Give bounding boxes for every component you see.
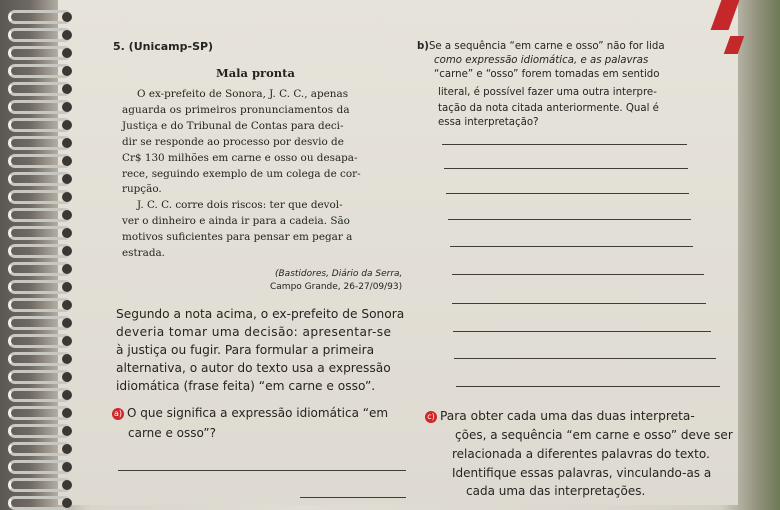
spiral-ring [8, 334, 70, 348]
article-line: dir se responde ao processo por desvio de [122, 136, 344, 148]
article-title: Mala pronta [216, 66, 295, 80]
question-b-line: como expressão idiomática, e as palavras [434, 55, 649, 66]
question-b-letter: b) [417, 41, 429, 52]
spiral-ring [8, 352, 70, 366]
binding-hole [62, 12, 72, 22]
binding-hole [62, 336, 72, 346]
answer-line[interactable] [118, 470, 406, 471]
binding-hole [62, 264, 72, 274]
binding-hole [62, 84, 72, 94]
answer-line[interactable] [456, 386, 720, 387]
spiral-binding [0, 0, 75, 505]
question-b-line: literal, é possível fazer uma outra interpre- [438, 87, 657, 98]
spiral-ring [8, 172, 70, 186]
binding-hole [62, 228, 72, 238]
intro-line: idiomática (frase feita) “em carne e osso”. [116, 379, 376, 393]
spiral-ring [8, 442, 70, 456]
spiral-ring [8, 100, 70, 114]
spiral-ring [8, 316, 70, 330]
spiral-ring [8, 280, 70, 294]
binding-hole [62, 372, 72, 382]
spiral-ring [8, 496, 70, 510]
binding-hole [62, 66, 72, 76]
binding-hole [62, 30, 72, 40]
spiral-ring [8, 244, 70, 258]
answer-line[interactable] [454, 358, 716, 359]
article-line: rupção. [122, 183, 162, 195]
binding-hole [62, 462, 72, 472]
spiral-ring [8, 388, 70, 402]
spiral-ring [8, 46, 70, 60]
answer-line[interactable] [453, 331, 711, 332]
question-b-line: “carne” e “osso” forem tomadas em sentido [434, 69, 660, 80]
answer-line[interactable] [444, 168, 688, 169]
binding-hole [62, 390, 72, 400]
spiral-ring [8, 298, 70, 312]
question-a-line [112, 406, 388, 420]
spiral-ring [8, 190, 70, 204]
spiral-ring [8, 460, 70, 474]
binding-hole [62, 102, 72, 112]
answer-line[interactable] [452, 303, 706, 304]
binding-hole [62, 408, 72, 418]
article-source: (Bastidores, Diário da Serra, [275, 269, 403, 279]
spiral-ring [8, 424, 70, 438]
answer-line[interactable] [448, 219, 691, 220]
binding-hole [62, 174, 72, 184]
question-a-letter: a) [113, 409, 123, 418]
answer-line[interactable] [452, 274, 704, 275]
article-line: motivos suficientes para pensar em pegar a [122, 231, 353, 243]
question-b-line: tação da nota citada anteriormente. Qual é [438, 103, 659, 114]
binding-hole [62, 156, 72, 166]
binding-hole [62, 138, 72, 148]
spiral-ring [8, 136, 70, 150]
binding-hole [62, 444, 72, 454]
answer-line[interactable] [450, 246, 693, 247]
question-c-text: Para obter cada uma das duas interpreta- [440, 409, 695, 423]
article-line: Justiça e do Tribunal de Contas para deci- [122, 120, 344, 132]
question-c-line: cada uma das interpretações. [466, 484, 646, 498]
intro-line: deveria tomar uma decisão: apresentar-se [116, 325, 392, 339]
article-source: Campo Grande, 26-27/09/93) [270, 282, 403, 292]
question-c-line: ções, a sequência “em carne e osso” deve ser [455, 428, 733, 442]
exercise-heading: 5. (Unicamp-SP) [113, 40, 214, 53]
spiral-ring [8, 154, 70, 168]
binding-hole [62, 498, 72, 508]
binding-hole [62, 300, 72, 310]
question-c-line: relacionada a diferentes palavras do texto. [452, 447, 710, 461]
binding-hole [62, 426, 72, 436]
article-line: ver o dinheiro e ainda ir para a cadeia. São [122, 215, 350, 227]
spiral-ring [8, 406, 70, 420]
question-c-line: Identifique essas palavras, vinculando-as a [452, 466, 712, 480]
binding-hole [62, 480, 72, 490]
binding-hole [62, 354, 72, 364]
intro-line: Segundo a nota acima, o ex-prefeito de Sonora [116, 307, 405, 321]
question-a-text: O que significa a expressão idiomática “em [127, 406, 389, 420]
question-b-line: essa interpretação? [438, 117, 539, 128]
spiral-ring [8, 28, 70, 42]
article-line: Cr$ 130 milhões em carne e osso ou desapa- [122, 152, 358, 164]
binding-hole [62, 192, 72, 202]
spiral-ring [8, 82, 70, 96]
spiral-ring [8, 64, 70, 78]
question-a-line: carne e osso”? [128, 426, 217, 440]
binding-hole [62, 120, 72, 130]
article-line: O ex-prefeito de Sonora, J. C. C., apenas [137, 88, 349, 100]
spiral-ring [8, 118, 70, 132]
intro-line: à justiça ou fugir. Para formular a primeira [116, 343, 375, 357]
spiral-ring [8, 478, 70, 492]
answer-line[interactable] [446, 193, 689, 194]
binding-hole [62, 318, 72, 328]
question-c-letter: c) [425, 411, 437, 423]
binding-hole [62, 246, 72, 256]
article-line: estrada. [122, 247, 165, 259]
article-line: rece, seguindo exemplo de um colega de cor- [122, 168, 361, 180]
binding-hole [62, 48, 72, 58]
article-line: aguarda os primeiros pronunciamentos da [122, 104, 350, 116]
intro-line: alternativa, o autor do texto usa a expressão [116, 361, 391, 375]
article-line: J. C. C. corre dois riscos: ter que devol- [137, 199, 343, 211]
question-c-line [425, 409, 695, 423]
answer-line[interactable] [442, 144, 687, 145]
spiral-ring [8, 226, 70, 240]
question-b-line [417, 41, 665, 52]
spiral-ring [8, 10, 70, 24]
spiral-ring [8, 208, 70, 222]
answer-line[interactable] [300, 497, 406, 498]
spiral-ring [8, 262, 70, 276]
question-b-text: Se a sequência “em carne e osso” não for lida [428, 41, 665, 52]
spiral-ring [8, 370, 70, 384]
binding-hole [62, 210, 72, 220]
binding-hole [62, 282, 72, 292]
